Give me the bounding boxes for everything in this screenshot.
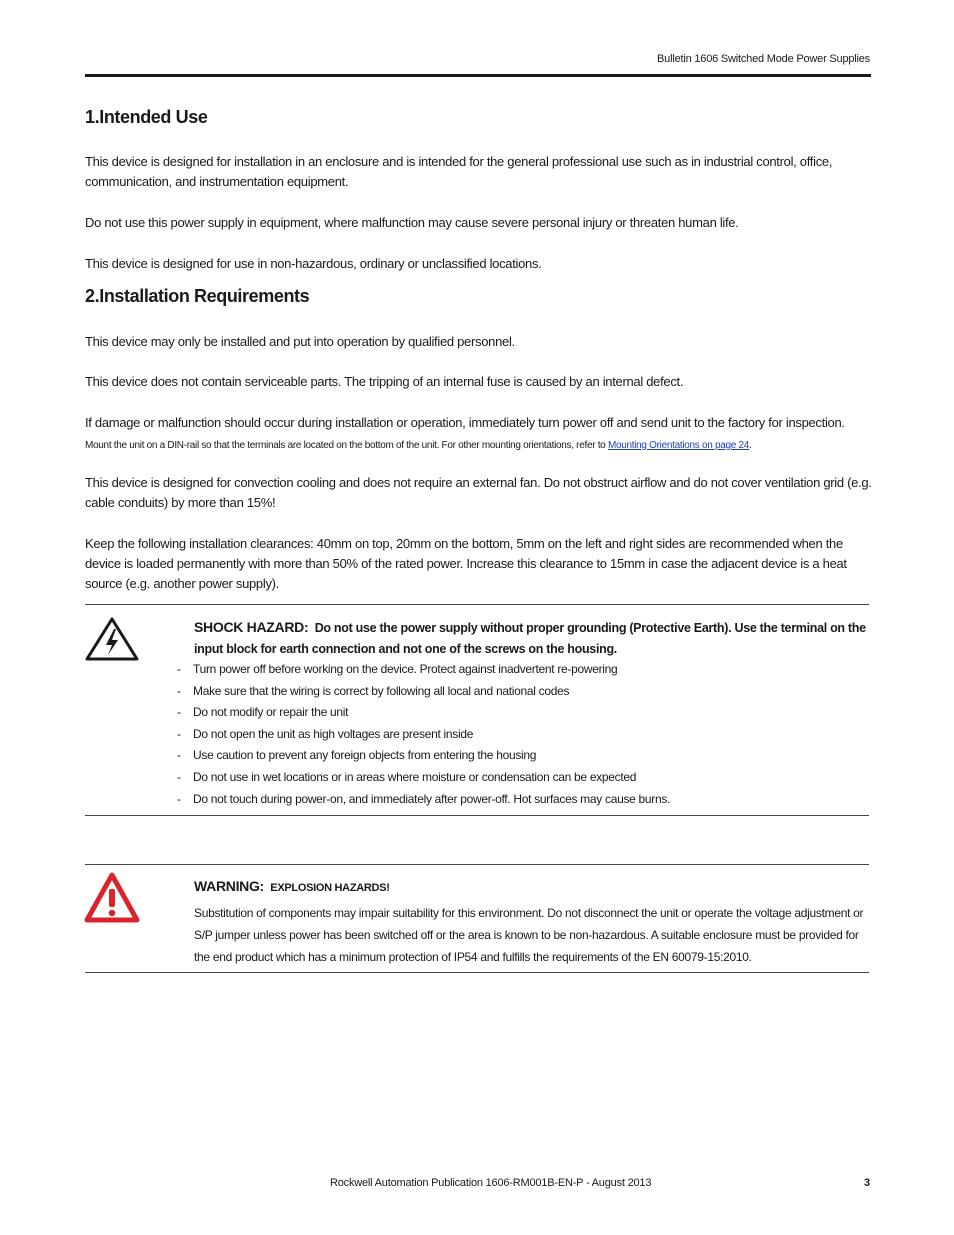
installation-paragraph-2: This device does not contain serviceable parts. The tripping of an internal fuse is caused by an internal defect. [85, 374, 684, 389]
intended-use-paragraph-2: Do not use this power supply in equipment, where malfunction may cause severe personal injury or threaten human life. [85, 215, 739, 230]
mount-note [85, 439, 875, 453]
warning-icon [84, 872, 140, 924]
mounting-orientations-link[interactable]: Mounting Orientations on page 24 [607, 440, 749, 451]
intended-use-paragraph-3: This device is designed for use in non-hazardous, ordinary or unclassified locations. [85, 256, 542, 271]
shock-hazard-bottom-rule [85, 815, 869, 816]
warning-text: Substitution of components may impair suitability for this environment. Do not disconnect the unit or operate the voltage adjustment or S/P jumper unless power has been switched off or the area is known to be non-hazardous. A suitable enclosure must be provided for the end product which has a minimum protection of IP54 and fulfills the requirements of the EN 60079-15:2010. [194, 906, 864, 964]
list-item: - Do not use in wet locations or in areas where moisture or condensation can be expected [177, 769, 637, 784]
footer-publication: Rockwell Automation Publication 1606-RM001B-EN-P - August 2013 [330, 1177, 652, 1189]
installation-paragraph-3: If damage or malfunction should occur during installation or operation, immediately turn power off and send unit to the factory for inspection. [85, 415, 845, 430]
shock-hazard-bullet-list [177, 659, 863, 810]
section-heading-installation-requirements: 2.Installation Requirements [85, 286, 310, 306]
list-item: - Do not open the unit as high voltages are present inside [177, 726, 474, 741]
list-item: - Use caution to prevent any foreign objects from entering the housing [177, 748, 537, 763]
installation-paragraph-1: This device may only be installed and put into operation by qualified personnel. [85, 334, 515, 349]
shock-hazard-text: Do not use the power supply without proper grounding (Protective Earth). Use the terminal on the input block for earth connection and not one of the screws on the housing. [194, 621, 866, 656]
warning-top-rule [85, 864, 869, 865]
shock-hazard-heading [194, 617, 870, 660]
warning-title: EXPLOSION HAZARDS! [270, 882, 390, 894]
installation-paragraph-clearances: Keep the following installation clearances: 40mm on top, 20mm on the bottom, 5mm on the left and right sides are recommended when the device is loaded permanently with more than 50% of the rated power. Increase this clearance to 15mm in case the adjacent device is a heat source (e.g. another power supply). [85, 536, 847, 591]
list-item: - Do not modify or repair the unit [177, 705, 349, 720]
intended-use-paragraph-1: This device is designed for installation in an enclosure and is intended for the general professional use such as in industrial control, office, communication, and instrumentation equipment. [85, 154, 833, 189]
list-item: - Do not touch during power-on, and immediately after power-off. Hot surfaces may cause burns. [177, 791, 671, 806]
mount-note-suffix: . [749, 440, 752, 451]
list-item: - Make sure that the wiring is correct by following all local and national codes [177, 683, 570, 698]
installation-paragraph-cooling: This device is designed for convection cooling and does not require an external fan. Do not obstruct airflow and do not cover ventilation grid (e.g. cable conduits) by more than 15%! [85, 475, 872, 510]
shock-hazard-label: SHOCK HAZARD: [194, 619, 309, 635]
running-header: Bulletin 1606 Switched Mode Power Supplies [657, 53, 870, 65]
header-rule [85, 74, 871, 77]
shock-hazard-icon [85, 617, 139, 661]
mount-note-prefix: Mount the unit on a DIN-rail so that the terminals are located on the bottom of the unit. For other mounting orientations, refer to [85, 440, 608, 451]
section-heading-intended-use: 1.Intended Use [85, 107, 208, 127]
page-number: 3 [864, 1177, 871, 1189]
list-item: - Turn power off before working on the device. Protect against inadvertent re-powering [177, 662, 618, 676]
warning-bottom-rule [85, 972, 869, 973]
warning-label: WARNING: [194, 878, 264, 894]
warning-heading [194, 876, 870, 899]
shock-hazard-top-rule [85, 604, 869, 605]
